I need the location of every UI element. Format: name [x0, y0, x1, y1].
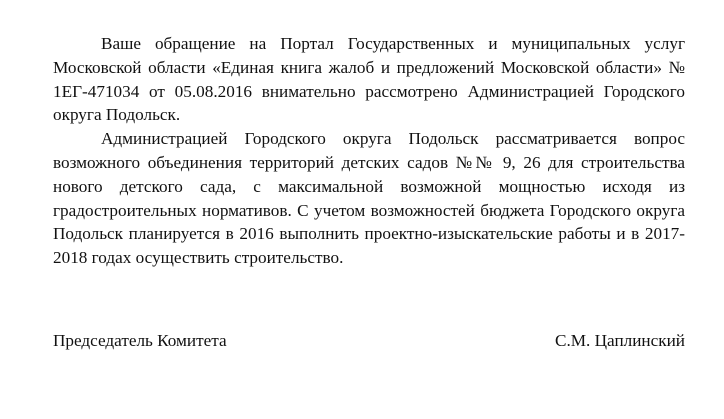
- signatory-position: Председатель Комитета: [53, 331, 227, 350]
- letter-paragraph-1: Ваше обращение на Портал Государственных и муниципальных услуг Московской области «Единая книга жалоб и предложений Московской области» № 1ЕГ-471034 от 05.08.2016 внимательно рассмотрено Администрацией Городского округа Подольск.: [53, 34, 685, 125]
- letter-body: [53, 32, 685, 270]
- signature-block: [53, 329, 685, 353]
- letter-paragraph-2: Администрацией Городского округа Подольск рассматривается вопрос возможного объединения территорий детских садов №№ 9, 26 для строительства нового детского сада, с максимальной возможной мощностью исходя из градостроительных нормативов. С учетом возможностей бюджета Городского округа Подольск планируется в 2016 выполнить проектно-изыскательские работы и в 2017-2018 годах осуществить строительство.: [53, 129, 685, 268]
- signatory-name: С.М. Цаплинский: [555, 331, 685, 350]
